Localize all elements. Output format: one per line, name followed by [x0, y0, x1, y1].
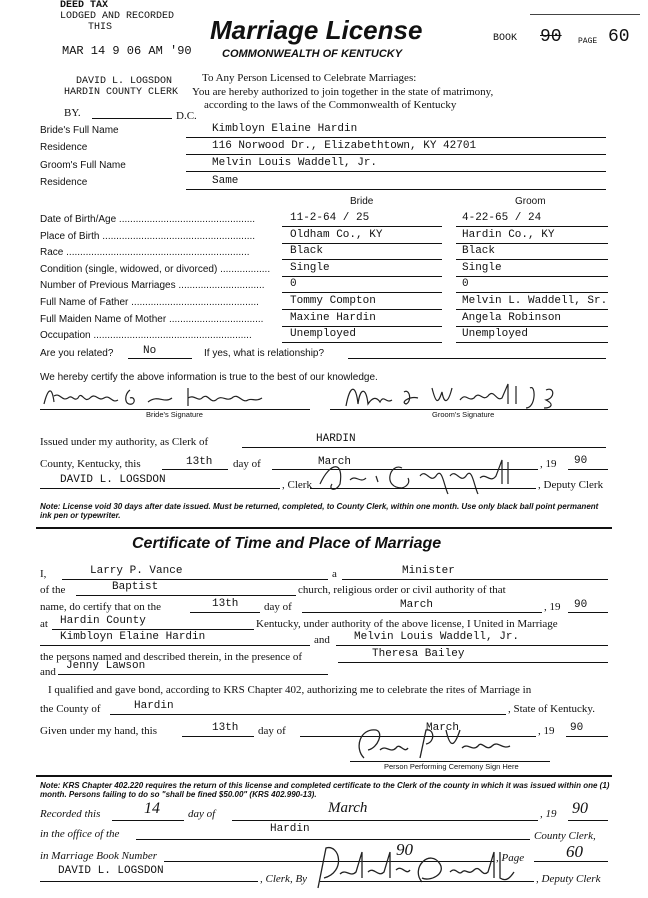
- grooms-name-value: Melvin Louis Waddell, Jr.: [212, 157, 378, 169]
- office-value: Hardin: [270, 823, 310, 835]
- relationship-label: If yes, what is relationship?: [204, 348, 325, 359]
- bride-column-header: Bride: [350, 196, 374, 207]
- performer-label: Person Performing Ceremony Sign Here: [384, 762, 519, 771]
- bride-detail-value: 0: [290, 278, 297, 290]
- dc-label: D.C.: [176, 110, 197, 122]
- county-clerk-label: County Clerk,: [534, 830, 596, 842]
- leader-dots: ..................................: [166, 314, 264, 325]
- state-label: , State of Kentucky.: [508, 703, 595, 715]
- stamp-date: MAR 14 9 06 AM '90: [62, 44, 192, 58]
- name-certify-label: name, do certify that on the: [40, 601, 161, 613]
- issued-year-value: 90: [574, 455, 588, 467]
- deputy-clerk-label: , Deputy Clerk: [538, 479, 604, 491]
- recording-deputy-signature: [310, 838, 540, 896]
- cert-year-prefix: , 19: [544, 601, 561, 613]
- bride-detail-value: Black: [290, 245, 324, 257]
- detail-row-label: Condition (single, widowed, or divorced) ..................: [40, 264, 271, 275]
- grooms-residence-label: Residence: [40, 177, 88, 188]
- page-number: 60: [608, 27, 630, 47]
- witness2-value: Jenny Lawson: [66, 660, 146, 672]
- groom-detail-value: Melvin L. Waddell, Sr.: [462, 295, 608, 307]
- of-the-label: of the: [40, 584, 66, 596]
- deputy-clerk-signature: [310, 454, 540, 498]
- bride-detail-value: Unemployed: [290, 328, 357, 340]
- stamp-line: THIS: [88, 22, 113, 33]
- issued-day-of-label: day of: [233, 458, 261, 470]
- clerk-label: , Clerk: [282, 479, 312, 491]
- intro-line: You are hereby authorized to join together in the state of matrimony,: [192, 86, 494, 98]
- recording-page-label: , Page: [496, 852, 525, 864]
- groom-detail-value: Hardin Co., KY: [462, 229, 555, 241]
- related-label: Are you related?: [40, 348, 114, 359]
- bride-detail-value: Tommy Compton: [290, 295, 376, 307]
- presence-label: the persons named and described therein, in the presence of: [40, 651, 303, 663]
- given-day-of-label: day of: [258, 725, 286, 737]
- leader-dots: ..............................................: [128, 297, 259, 308]
- place-value: Hardin County: [60, 615, 146, 627]
- groom-column-header: Groom: [515, 196, 546, 207]
- detail-row-label: Full Name of Father ..............................................: [40, 297, 259, 308]
- cert-day-of-label: day of: [264, 601, 292, 613]
- bond-text: I qualified and gave bond, according to KRS Chapter 402, authorizing me to celebrate the rites of Marriage in: [48, 684, 532, 696]
- recording-page-value: 60: [566, 842, 583, 861]
- certify-text: We hereby certify the above information is true to the best of our knowledge.: [40, 372, 378, 383]
- cert-county-value: Hardin: [134, 700, 174, 712]
- and-label: and: [314, 634, 330, 646]
- given-day-value: 13th: [212, 722, 239, 734]
- role-value: Minister: [402, 565, 455, 577]
- brides-residence-value: 116 Norwood Dr., Elizabethtown, KY 42701: [212, 140, 477, 152]
- detail-row-label: Date of Birth/Age .................................................: [40, 214, 256, 225]
- party1-value: Kimbloyn Elaine Hardin: [60, 631, 206, 643]
- groom-detail-value: 4-22-65 / 24: [462, 212, 542, 224]
- office-label: in the office of the: [40, 828, 120, 840]
- stamp-line: LODGED AND RECORDED: [60, 11, 175, 22]
- clerk-stamp-line: DAVID L. LOGSDON: [76, 76, 173, 87]
- issued-clerk-value: DAVID L. LOGSDON: [60, 474, 166, 486]
- witness1-value: Theresa Bailey: [372, 648, 465, 660]
- bride-detail-value: 11-2-64 / 25: [290, 212, 370, 224]
- by-label: BY.: [64, 107, 81, 119]
- page-title: Marriage License: [210, 15, 423, 45]
- clerk-stamp-line: HARDIN COUNTY CLERK: [64, 87, 179, 98]
- issued-year-prefix: , 19: [540, 458, 557, 470]
- marriage-book-label: in Marriage Book Number: [40, 850, 158, 862]
- recording-deputy-label: , Deputy Clerk: [536, 873, 601, 885]
- intro-line: according to the laws of the Commonwealth of Kentucky: [204, 99, 457, 111]
- given-label: Given under my hand, this: [40, 725, 158, 737]
- leader-dots: .........................................................: [90, 330, 252, 341]
- bride-detail-value: Maxine Hardin: [290, 312, 376, 324]
- detail-row-label: Number of Previous Marriages ...............................: [40, 280, 265, 291]
- brides-name-label: Bride's Full Name: [40, 125, 119, 136]
- recorded-day-value: 14: [144, 800, 160, 817]
- brides-signature-label: Bride's Signature: [146, 410, 203, 419]
- kentucky-label: Kentucky, under authority of the above license, I United in Marriage: [256, 618, 558, 630]
- leader-dots: .................................................: [116, 214, 256, 225]
- officiant-signature: [350, 718, 530, 764]
- groom-detail-value: Black: [462, 245, 496, 257]
- leader-dots: ...............................: [175, 280, 265, 291]
- leader-dots: .......................................................: [99, 231, 256, 242]
- bride-detail-value: Oldham Co., KY: [290, 229, 383, 241]
- detail-row-label: Full Maiden Name of Mother ..................................: [40, 314, 264, 325]
- issued-day-value: 13th: [186, 456, 213, 468]
- cert-year-value: 90: [574, 599, 588, 611]
- issued-county-value: HARDIN: [316, 433, 356, 445]
- cert-day-value: 13th: [212, 598, 239, 610]
- license-note: Note: License void 30 days after date issued. Must be returned, completed, to County Clerk, within one month. Use only black ball point permanent ink pen or typewriter.: [40, 502, 599, 520]
- page-subtitle: COMMONWEALTH OF KENTUCKY: [222, 48, 403, 60]
- church-suffix: church, religious order or civil authority of that: [298, 584, 506, 596]
- groom-detail-value: 0: [462, 278, 469, 290]
- groom-detail-value: Angela Robinson: [462, 312, 562, 324]
- at-label: at: [40, 618, 48, 630]
- page-label: PAGE: [578, 37, 598, 46]
- brides-name-value: Kimbloyn Elaine Hardin: [212, 123, 358, 135]
- marriage-book-value: 90: [396, 840, 413, 859]
- groom-detail-value: Single: [462, 262, 502, 274]
- party2-value: Melvin Louis Waddell, Jr.: [354, 631, 520, 643]
- detail-row-label: Occupation .........................................................: [40, 330, 252, 341]
- bride-detail-value: Single: [290, 262, 330, 274]
- detail-row-label: Race ..................................................................: [40, 247, 250, 258]
- stamp-line: DEED TAX: [60, 0, 109, 11]
- officiant-value: Larry P. Vance: [90, 565, 183, 577]
- given-year-prefix: , 19: [538, 725, 555, 737]
- cert-month-value: March: [400, 599, 434, 611]
- a-label: a: [332, 568, 337, 580]
- certificate-title: Certificate of Time and Place of Marriage: [132, 535, 442, 552]
- recorded-year-value: 90: [572, 800, 588, 817]
- leader-dots: ..................: [217, 264, 271, 275]
- related-value: No: [143, 345, 157, 357]
- book-label: BOOK: [493, 33, 518, 44]
- book-number: 90: [540, 27, 562, 47]
- detail-row-label: Place of Birth .......................................................: [40, 231, 256, 242]
- given-month-value: March: [426, 722, 460, 734]
- grooms-residence-value: Same: [212, 175, 239, 187]
- leader-dots: ..................................................................: [63, 247, 250, 258]
- and2-label: and: [40, 666, 56, 678]
- issued-label: Issued under my authority, as Clerk of: [40, 436, 209, 448]
- recorded-label: Recorded this: [40, 808, 101, 820]
- intro-line: To Any Person Licensed to Celebrate Marriages:: [202, 72, 417, 84]
- issued-month-value: March: [318, 456, 352, 468]
- groom-detail-value: Unemployed: [462, 328, 529, 340]
- recorded-month-value: March: [328, 800, 368, 816]
- i-label: I,: [40, 568, 47, 580]
- recorded-year-prefix: , 19: [540, 808, 557, 820]
- grooms-signature-label: Groom's Signature: [432, 410, 495, 419]
- church-value: Baptist: [112, 581, 159, 593]
- recording-clerk-value: DAVID L. LOGSDON: [58, 865, 164, 877]
- grooms-name-label: Groom's Full Name: [40, 160, 126, 171]
- given-year-value: 90: [570, 722, 584, 734]
- county-of-label: the County of: [40, 703, 101, 715]
- krs-note: Note: KRS Chapter 402.220 requires the return of this license and completed certificate to the Clerk of the county in which it was issued within one (1) month. Persons failing to do so "shall be fined $50.00" (KRS 402.990-13).: [40, 781, 610, 799]
- county-ky-label: County, Kentucky, this: [40, 458, 141, 470]
- recorded-day-of-label: day of: [188, 808, 216, 820]
- brides-residence-label: Residence: [40, 142, 88, 153]
- clerk-by-label: , Clerk, By: [260, 873, 308, 885]
